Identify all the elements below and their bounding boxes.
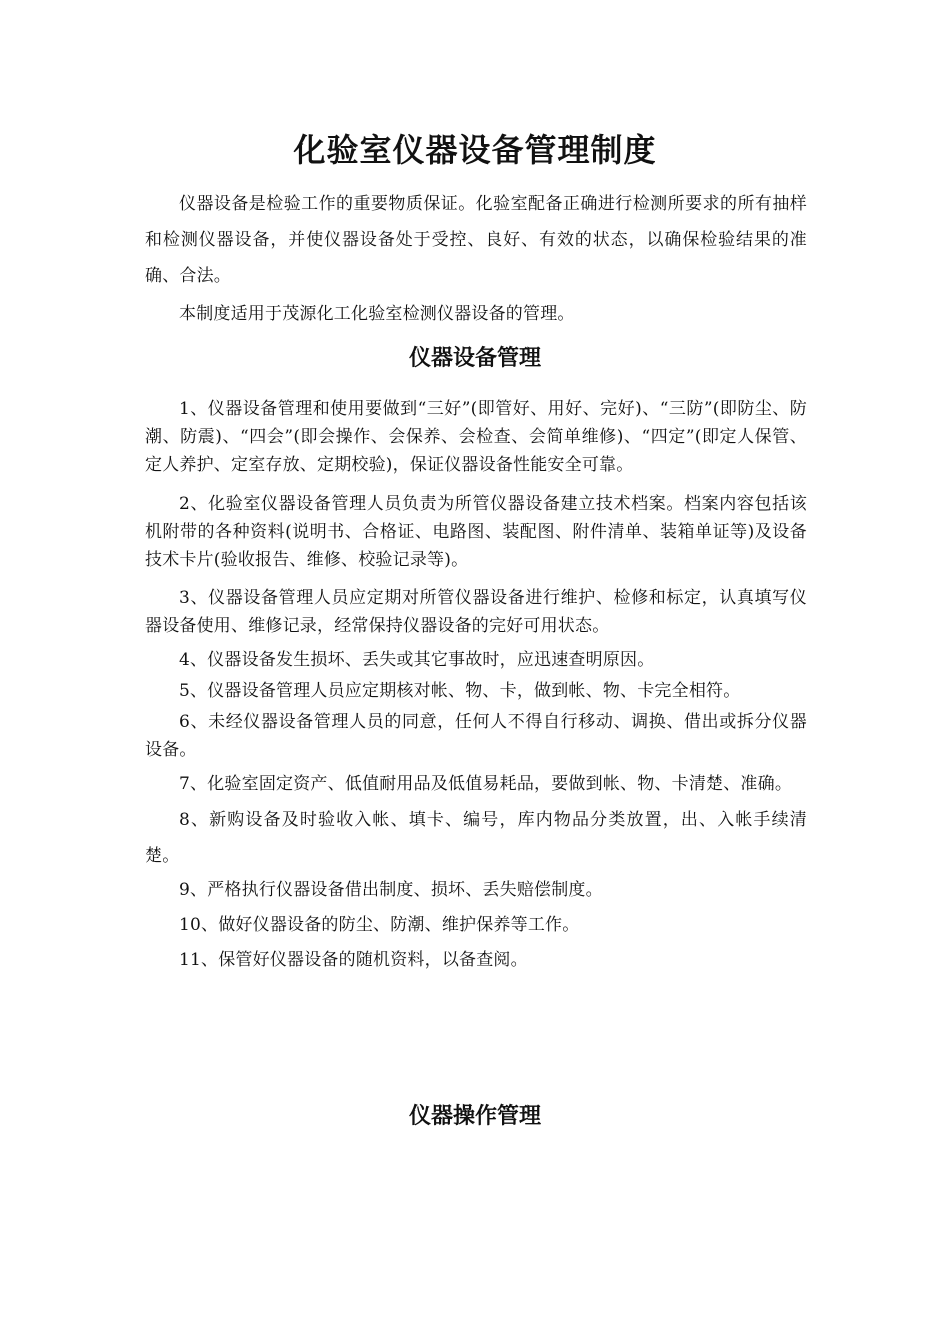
- rule-item-4: 4、仪器设备发生损坏、丢失或其它事故时，应迅速查明原因。: [179, 650, 655, 670]
- intro-paragraph-1: 仪器设备是检验工作的重要物质保证。化验室配备正确进行检测所要求的所有抽样和检测仪器设备，并使仪器设备处于受控、良好、有效的状态，以确保检验结果的准确、合法。: [145, 194, 807, 286]
- document-title: 化验室仪器设备管理制度: [293, 131, 657, 169]
- rule-item-1: 1、仪器设备管理和使用要做到“三好”(即管好、用好、完好)、“三防”(即防尘、防潮、防震)、“四会”(即会操作、会保养、会检查、会简单维修)、“四定”(即定人保管、定人养护、定室存放、定期校验)，保证仪器设备性能安全可靠。: [145, 399, 807, 475]
- rule-item-7: 7、化验室固定资产、低值耐用品及低值易耗品，要做到帐、物、卡清楚、准确。: [179, 774, 793, 794]
- rule-item-3: 3、仪器设备管理人员应定期对所管仪器设备进行维护、检修和标定，认真填写仪器设备使用、维修记录，经常保持仪器设备的完好可用状态。: [145, 588, 807, 636]
- rule-item-9: 9、严格执行仪器设备借出制度、损坏、丢失赔偿制度。: [179, 880, 603, 900]
- section-heading-instrument-operation: 仪器操作管理: [408, 1104, 541, 1129]
- rule-item-10: 10、做好仪器设备的防尘、防潮、维护保养等工作。: [179, 915, 580, 935]
- rule-item-8: 8、新购设备及时验收入帐、填卡、编号，库内物品分类放置，出、入帐手续清楚。: [145, 810, 807, 866]
- section-heading-equipment-management: 仪器设备管理: [408, 346, 541, 371]
- rule-item-6: 6、未经仪器设备管理人员的同意，任何人不得自行移动、调换、借出或拆分仪器设备。: [145, 712, 807, 760]
- rule-item-5: 5、仪器设备管理人员应定期核对帐、物、卡，做到帐、物、卡完全相符。: [179, 681, 741, 701]
- rule-item-11: 11、保管好仪器设备的随机资料，以备查阅。: [179, 950, 528, 970]
- intro-paragraph-2: 本制度适用于茂源化工化验室检测仪器设备的管理。: [179, 304, 575, 324]
- rule-item-2: 2、化验室仪器设备管理人员负责为所管仪器设备建立技术档案。档案内容包括该机附带的各种资料(说明书、合格证、电路图、装配图、附件清单、装箱单证等)及设备技术卡片(验收报告、维修、校验记录等)。: [145, 494, 807, 570]
